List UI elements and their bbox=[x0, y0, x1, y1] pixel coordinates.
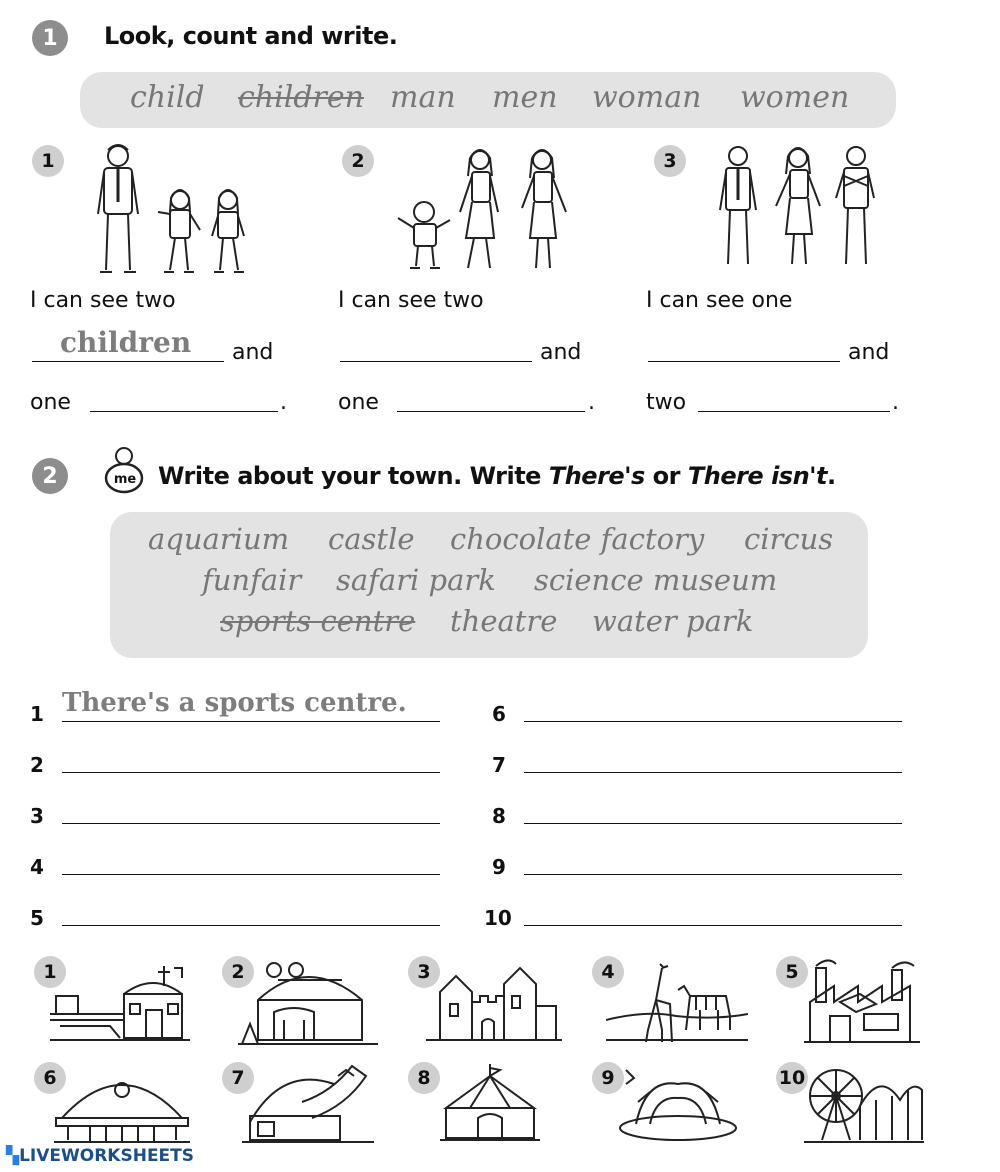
answer-line-5[interactable] bbox=[62, 925, 440, 926]
liveworksheets-logo[interactable]: ▚LIVEWORKSHEETS bbox=[6, 1146, 195, 1166]
funfair-icon bbox=[800, 1060, 924, 1146]
item-3-line-1: I can see one bbox=[646, 288, 793, 313]
item-1-answer-line[interactable] bbox=[32, 361, 224, 362]
item-3-line-3: two bbox=[646, 390, 687, 415]
exercise-1-number: 1 bbox=[32, 20, 68, 56]
answer-line-2[interactable] bbox=[62, 772, 440, 773]
answer-line-3[interactable] bbox=[62, 823, 440, 824]
line-number: 3 bbox=[30, 804, 44, 828]
woman-two-men-icon bbox=[712, 142, 892, 282]
word-water-park: water park bbox=[592, 604, 754, 638]
line-number: 5 bbox=[30, 906, 44, 930]
building-3-number: 3 bbox=[408, 956, 440, 988]
item-3-period: . bbox=[892, 390, 899, 415]
answer-line-10[interactable] bbox=[524, 925, 902, 926]
word-castle: castle bbox=[328, 522, 415, 556]
exercise-2-number: 2 bbox=[32, 458, 68, 494]
water-park-icon bbox=[242, 1062, 374, 1144]
answer-line-1[interactable] bbox=[62, 721, 440, 722]
word-box-2 bbox=[110, 512, 868, 658]
word-theatre: theatre bbox=[450, 604, 558, 638]
building-10-number: 10 bbox=[776, 1062, 808, 1094]
logo-icon: ▚ bbox=[6, 1146, 20, 1166]
word-men: men bbox=[492, 80, 558, 115]
item-2-period: . bbox=[588, 390, 595, 415]
answer-line-8[interactable] bbox=[524, 823, 902, 824]
item-1-line-3: one bbox=[30, 390, 71, 415]
building-6-number: 6 bbox=[34, 1062, 66, 1094]
exercise-2-instruction: Write about your town. Write There's or There isn't. bbox=[158, 462, 836, 490]
word-child: child bbox=[130, 80, 205, 115]
answer-line-4[interactable] bbox=[62, 874, 440, 875]
word-science-museum: science museum bbox=[534, 563, 778, 597]
item-1-second-line[interactable] bbox=[90, 411, 278, 412]
word-funfair: funfair bbox=[202, 563, 302, 597]
picture-2-number: 2 bbox=[342, 145, 374, 177]
line-number: 1 bbox=[30, 702, 44, 726]
word-woman: woman bbox=[592, 80, 702, 115]
chocolate-factory-icon bbox=[800, 958, 924, 1046]
line-number: 10 bbox=[484, 906, 512, 930]
item-3-second-line[interactable] bbox=[698, 411, 890, 412]
item-2-line-3: one bbox=[338, 390, 379, 415]
line-number: 8 bbox=[492, 804, 506, 828]
building-5-number: 5 bbox=[776, 956, 808, 988]
item-1-period: . bbox=[280, 390, 287, 415]
item-2-line-1: I can see two bbox=[338, 288, 484, 313]
building-2-number: 2 bbox=[222, 956, 254, 988]
sports-centre-icon bbox=[50, 964, 190, 1046]
item-1-line-1: I can see two bbox=[30, 288, 176, 313]
item-2-second-line[interactable] bbox=[397, 411, 585, 412]
castle-icon bbox=[426, 962, 562, 1044]
item-2-and: and bbox=[540, 340, 582, 365]
science-museum-icon bbox=[54, 1066, 190, 1144]
picture-1-number: 1 bbox=[32, 145, 64, 177]
answer-line-7[interactable] bbox=[524, 772, 902, 773]
building-8-number: 8 bbox=[408, 1062, 440, 1094]
circus-icon bbox=[440, 1062, 540, 1144]
answer-line-6[interactable] bbox=[524, 721, 902, 722]
line-1-answer: There's a sports centre. bbox=[62, 688, 407, 718]
building-9-number: 9 bbox=[592, 1062, 624, 1094]
item-3-answer-line[interactable] bbox=[648, 361, 840, 362]
child-two-women-icon bbox=[390, 142, 580, 282]
word-man: man bbox=[390, 80, 456, 115]
item-1-answer: children bbox=[60, 326, 192, 359]
picture-3-number: 3 bbox=[654, 145, 686, 177]
word-women: women bbox=[740, 80, 850, 115]
building-4-number: 4 bbox=[592, 956, 624, 988]
word-box-1 bbox=[80, 72, 896, 128]
aquarium-icon bbox=[616, 1062, 740, 1144]
building-1-number: 1 bbox=[34, 956, 66, 988]
theatre-icon bbox=[238, 960, 378, 1046]
word-safari-park: safari park bbox=[336, 563, 496, 597]
item-1-and: and bbox=[232, 340, 274, 365]
me-badge-label: me bbox=[113, 472, 137, 487]
line-number: 4 bbox=[30, 855, 44, 879]
word-sports-centre: sports centre bbox=[220, 604, 416, 638]
item-3-and: and bbox=[848, 340, 890, 365]
line-number: 6 bbox=[492, 702, 506, 726]
line-number: 9 bbox=[492, 855, 506, 879]
word-children: children bbox=[238, 80, 364, 115]
line-number: 2 bbox=[30, 753, 44, 777]
man-two-children-icon bbox=[90, 142, 260, 282]
word-circus: circus bbox=[744, 522, 834, 556]
item-2-answer-line[interactable] bbox=[340, 361, 532, 362]
word-aquarium: aquarium bbox=[148, 522, 290, 556]
safari-park-icon bbox=[606, 960, 748, 1046]
answer-line-9[interactable] bbox=[524, 874, 902, 875]
line-number: 7 bbox=[492, 753, 506, 777]
word-chocolate-factory: chocolate factory bbox=[450, 522, 705, 556]
exercise-1-instruction: Look, count and write. bbox=[104, 22, 398, 50]
building-7-number: 7 bbox=[222, 1062, 254, 1094]
me-badge-icon bbox=[100, 444, 152, 496]
